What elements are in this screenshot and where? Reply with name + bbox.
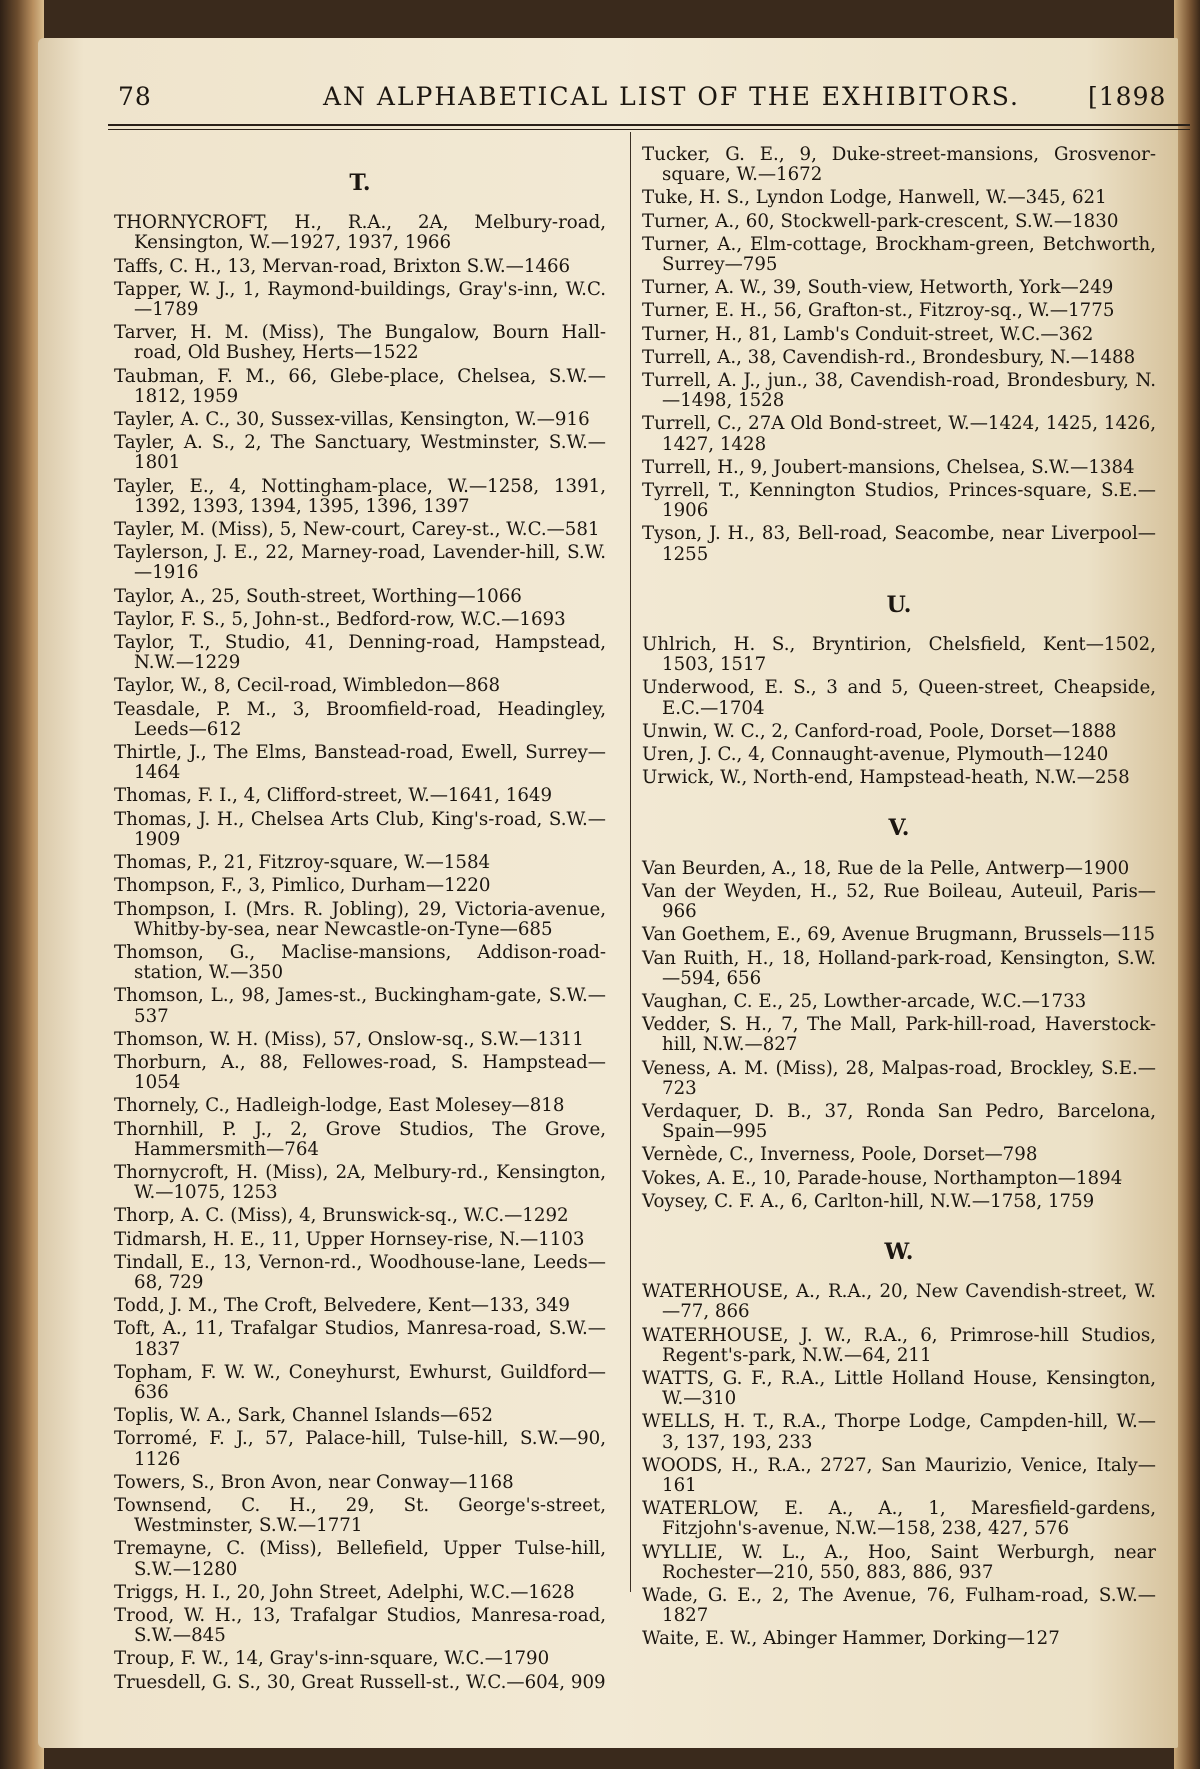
entry-list-t [114,213,606,1693]
exhibitor-entry: THORNYCROFT, H., R.A., 2A, Melbury-road, Kensington, W.—1927, 1937, 1966 [114,212,606,254]
exhibitor-entry: Tucker, G. E., 9, Duke-street-mansions, Grosvenor-square, W.—1672 [642,144,1156,186]
exhibitor-entry: Turrell, A., 38, Cavendish-rd., Brondesbury, N.—1488 [642,346,1136,368]
exhibitor-entry: Thorp, A. C. (Miss), 4, Brunswick-sq., W.C.—1292 [114,1205,569,1227]
exhibitor-entry: Waite, E. W., Abinger Hammer, Dorking—127 [642,1628,1060,1650]
exhibitor-entry: Tayler, A. C., 30, Sussex-villas, Kensington, W.—916 [114,409,590,431]
exhibitor-entry: Trood, W. H., 13, Trafalgar Studios, Manresa-road, S.W.—845 [114,1605,606,1647]
entry-list-v [642,859,1156,1212]
exhibitor-entry: Turrell, H., 9, Joubert-mansions, Chelsea, S.W.—1384 [642,456,1135,478]
entry-list-u [642,635,1156,788]
exhibitor-entry: Truesdell, G. S., 30, Great Russell-st., W.C.—604, 909 [114,1671,606,1693]
section-letter-u: U. [886,591,912,618]
exhibitor-entry: Tyrrell, T., Kennington Studios, Princes-square, S.E.—1906 [642,480,1156,522]
exhibitor-entry: Taffs, C. H., 13, Mervan-road, Brixton S.W.—1466 [114,255,571,277]
exhibitor-entry: Turner, A., 60, Stockwell-park-crescent, S.W.—1830 [642,210,1119,232]
exhibitor-entry: Thornycroft, H. (Miss), 2A, Melbury-rd., Kensington, W.—1075, 1253 [114,1161,606,1204]
exhibitor-entry: Van Ruith, H., 18, Holland-park-road, Kensington, S.W.—594, 656 [642,947,1156,989]
left-column [114,145,606,1696]
exhibitor-entry: WOODS, H., R.A., 2727, San Maurizio, Venice, Italy—161 [642,1454,1156,1496]
exhibitor-entry: Van der Weyden, H., 52, Rue Boileau, Auteuil, Paris—966 [642,880,1156,923]
exhibitor-entry: Urwick, W., North-end, Hampstead-heath, N.W.—258 [642,767,1130,789]
exhibitor-entry: Vokes, A. E., 10, Parade-house, Northampton—1894 [642,1167,1123,1189]
right-column [642,145,1156,1653]
exhibitor-entry: Uren, J. C., 4, Connaught-avenue, Plymouth—1240 [642,744,1109,766]
exhibitor-entry: WYLLIE, W. L., A., Hoo, Saint Werburgh, near Rochester—210, 550, 883, 886, 937 [642,1541,1156,1583]
exhibitor-entry: Toft, A., 11, Trafalgar Studios, Manresa-road, S.W.—1837 [114,1318,606,1360]
exhibitor-entry: Tayler, E., 4, Nottingham-place, W.—1258, 1391, 1392, 1393, 1394, 1395, 1396, 1397 [114,475,606,517]
exhibitor-entry: Verdaquer, D. B., 37, Ronda San Pedro, Barcelona, Spain—995 [642,1100,1156,1143]
exhibitor-entry: Thirtle, J., The Elms, Banstead-road, Ewell, Surrey—1464 [114,742,606,784]
exhibitor-entry: WATERHOUSE, A., R.A., 20, New Cavendish-street, W.—77, 866 [642,1281,1156,1323]
exhibitor-entry: Van Goethem, E., 69, Avenue Brugmann, Brussels—115 [642,924,1156,946]
exhibitor-entry: Vedder, S. H., 7, The Mall, Park-hill-road, Haverstock-hill, N.W.—827 [642,1014,1156,1056]
exhibitor-entry: Taylor, W., 8, Cecil-road, Wimbledon—868 [114,675,501,697]
exhibitor-entry: Turner, H., 81, Lamb's Conduit-street, W.C.—362 [642,323,1094,345]
header-rule-thin [108,129,1190,130]
exhibitor-entry: WATERHOUSE, J. W., R.A., 6, Primrose-hill Studios, Regent's-park, N.W.—64, 211 [642,1324,1156,1366]
exhibitor-entry: Taylor, F. S., 5, John-st., Bedford-row, W.C.—1693 [114,608,566,630]
exhibitor-entry: Tayler, M. (Miss), 5, New-court, Carey-st., W.C.—581 [114,519,600,541]
section-letter-w: W. [884,1238,914,1265]
exhibitor-entry: Thomas, J. H., Chelsea Arts Club, King's-road, S.W.—1909 [114,808,606,850]
exhibitor-entry: Thomson, G., Maclise-mansions, Addison-road-station, W.—350 [114,941,606,984]
column-divider [630,132,631,1592]
exhibitor-entry: Taylerson, J. E., 22, Marney-road, Lavender-hill, S.W.—1916 [114,542,606,584]
exhibitor-entry: Tidmarsh, H. E., 11, Upper Hornsey-rise, N.—1103 [114,1228,585,1250]
exhibitor-entry: Tyson, J. H., 83, Bell-road, Seacombe, near Liverpool—1255 [642,523,1156,565]
exhibitor-entry: Taylor, A., 25, South-street, Worthing—1066 [114,585,522,607]
exhibitor-entry: Thomas, F. I., 4, Clifford-street, W.—1641, 1649 [114,785,553,807]
exhibitor-entry: Thornhill, P. J., 2, Grove Studios, The Grove, Hammersmith—764 [114,1118,606,1160]
exhibitor-entry: Uhlrich, H. S., Bryntirion, Chelsfield, Kent—1502, 1503, 1517 [642,634,1156,676]
exhibitor-entry: Tindall, E., 13, Vernon-rd., Woodhouse-lane, Leeds—68, 729 [114,1251,606,1293]
exhibitor-entry: Turner, A., Elm-cottage, Brockham-green, Betchworth, Surrey—795 [642,233,1156,276]
entry-list-w [642,1282,1156,1649]
exhibitor-entry: Wade, G. E., 2, The Avenue, 76, Fulham-road, S.W.—1827 [642,1584,1156,1627]
exhibitor-entry: Van Beurden, A., 18, Rue de la Pelle, Antwerp—1900 [642,857,1130,879]
exhibitor-entry: Toplis, W. A., Sark, Channel Islands—652 [114,1405,494,1427]
exhibitor-entry: Teasdale, P. M., 3, Broomfield-road, Headingley, Leeds—612 [114,698,606,740]
exhibitor-entry: Thornely, C., Hadleigh-lodge, East Molesey—818 [114,1095,565,1117]
exhibitor-entry: Vernède, C., Inverness, Poole, Dorset—798 [642,1144,1038,1166]
exhibitor-entry: Turrell, A. J., jun., 38, Cavendish-road, Brondesbury, N.—1498, 1528 [642,370,1156,412]
exhibitor-entry: Underwood, E. S., 3 and 5, Queen-street, Cheapside, E.C.—1704 [642,677,1156,719]
exhibitor-entry: Vaughan, C. E., 25, Lowther-arcade, W.C.—1733 [642,990,1087,1012]
exhibitor-entry: Torromé, F. J., 57, Palace-hill, Tulse-hill, S.W.—90, 1126 [114,1428,606,1470]
exhibitor-entry: Tuke, H. S., Lyndon Lodge, Hanwell, W.—345, 621 [642,187,1107,209]
exhibitor-entry: Thompson, I. (Mrs. R. Jobling), 29, Victoria-avenue, Whitby-by-sea, near Newcastle-on-Tyne—685 [114,898,606,940]
exhibitor-entry: Townsend, C. H., 29, St. George's-street, Westminster, S.W.—1771 [114,1494,606,1537]
exhibitor-entry: Turner, E. H., 56, Grafton-st., Fitzroy-sq., W.—1775 [642,300,1115,322]
exhibitor-entry: Troup, F. W., 14, Gray's-inn-square, W.C.—1790 [114,1648,550,1670]
section-letter-t: T. [349,170,371,196]
exhibitor-entry: Turrell, C., 27A Old Bond-street, W.—1424, 1425, 1426, 1427, 1428 [642,413,1156,455]
exhibitor-entry: Towers, S., Bron Avon, near Conway—1168 [114,1471,514,1493]
exhibitor-entry: Tremayne, C. (Miss), Bellefield, Upper Tulse-hill, S.W.—1280 [114,1538,606,1580]
exhibitor-entry: WATTS, G. F., R.A., Little Holland House, Kensington, W.—310 [642,1367,1156,1410]
exhibitor-entry: Tarver, H. M. (Miss), The Bungalow, Bourn Hall-road, Old Bushey, Herts—1522 [114,322,606,364]
exhibitor-entry: Topham, F. W. W., Coneyhurst, Ewhurst, Guildford—636 [114,1361,606,1403]
header-rule [108,124,1190,126]
exhibitor-entry: Tapper, W. J., 1, Raymond-buildings, Gray's-inn, W.C.—1789 [114,278,606,321]
exhibitor-entry: Turner, A. W., 39, South-view, Hetworth, York—249 [642,277,1114,299]
page-year: [1898 [1088,82,1167,111]
page-title: AN ALPHABETICAL LIST OF THE EXHIBITORS. [323,82,1020,111]
entry-list-t-continued [642,145,1156,565]
exhibitor-entry: Thompson, F., 3, Pimlico, Durham—1220 [114,875,491,897]
exhibitor-entry: Veness, A. M. (Miss), 28, Malpas-road, Brockley, S.E.—723 [642,1057,1156,1099]
exhibitor-entry: WELLS, H. T., R.A., Thorpe Lodge, Campden-hill, W.—3, 137, 193, 233 [642,1411,1156,1453]
exhibitor-entry: Thorburn, A., 88, Fellowes-road, S. Hampstead—1054 [114,1051,606,1094]
exhibitor-entry: WATERLOW, E. A., A., 1, Maresfield-gardens, Fitzjohn's-avenue, N.W.—158, 238, 427, 576 [642,1498,1156,1540]
exhibitor-entry: Taylor, T., Studio, 41, Denning-road, Hampstead, N.W.—1229 [114,632,606,674]
exhibitor-entry: Triggs, H. I., 20, John Street, Adelphi, W.C.—1628 [114,1581,575,1603]
exhibitor-entry: Thomson, W. H. (Miss), 57, Onslow-sq., S.W.—1311 [114,1028,584,1050]
exhibitor-entry: Voysey, C. F. A., 6, Carlton-hill, N.W.—1758, 1759 [642,1190,1095,1212]
exhibitor-entry: Thomas, P., 21, Fitzroy-square, W.—1584 [114,852,491,874]
section-letter-v: V. [888,815,910,842]
exhibitor-entry: Taubman, F. M., 66, Glebe-place, Chelsea, S.W.—1812, 1959 [114,365,606,407]
exhibitor-entry: Thomson, L., 98, James-st., Buckingham-gate, S.W.—537 [114,985,606,1027]
exhibitor-entry: Todd, J. M., The Croft, Belvedere, Kent—133, 349 [114,1295,570,1317]
exhibitor-entry: Unwin, W. C., 2, Canford-road, Poole, Dorset—1888 [642,720,1117,742]
page-header [118,82,1188,122]
exhibitor-entry: Tayler, A. S., 2, The Sanctuary, Westminster, S.W.—1801 [114,432,606,474]
page-number: 78 [118,82,152,111]
